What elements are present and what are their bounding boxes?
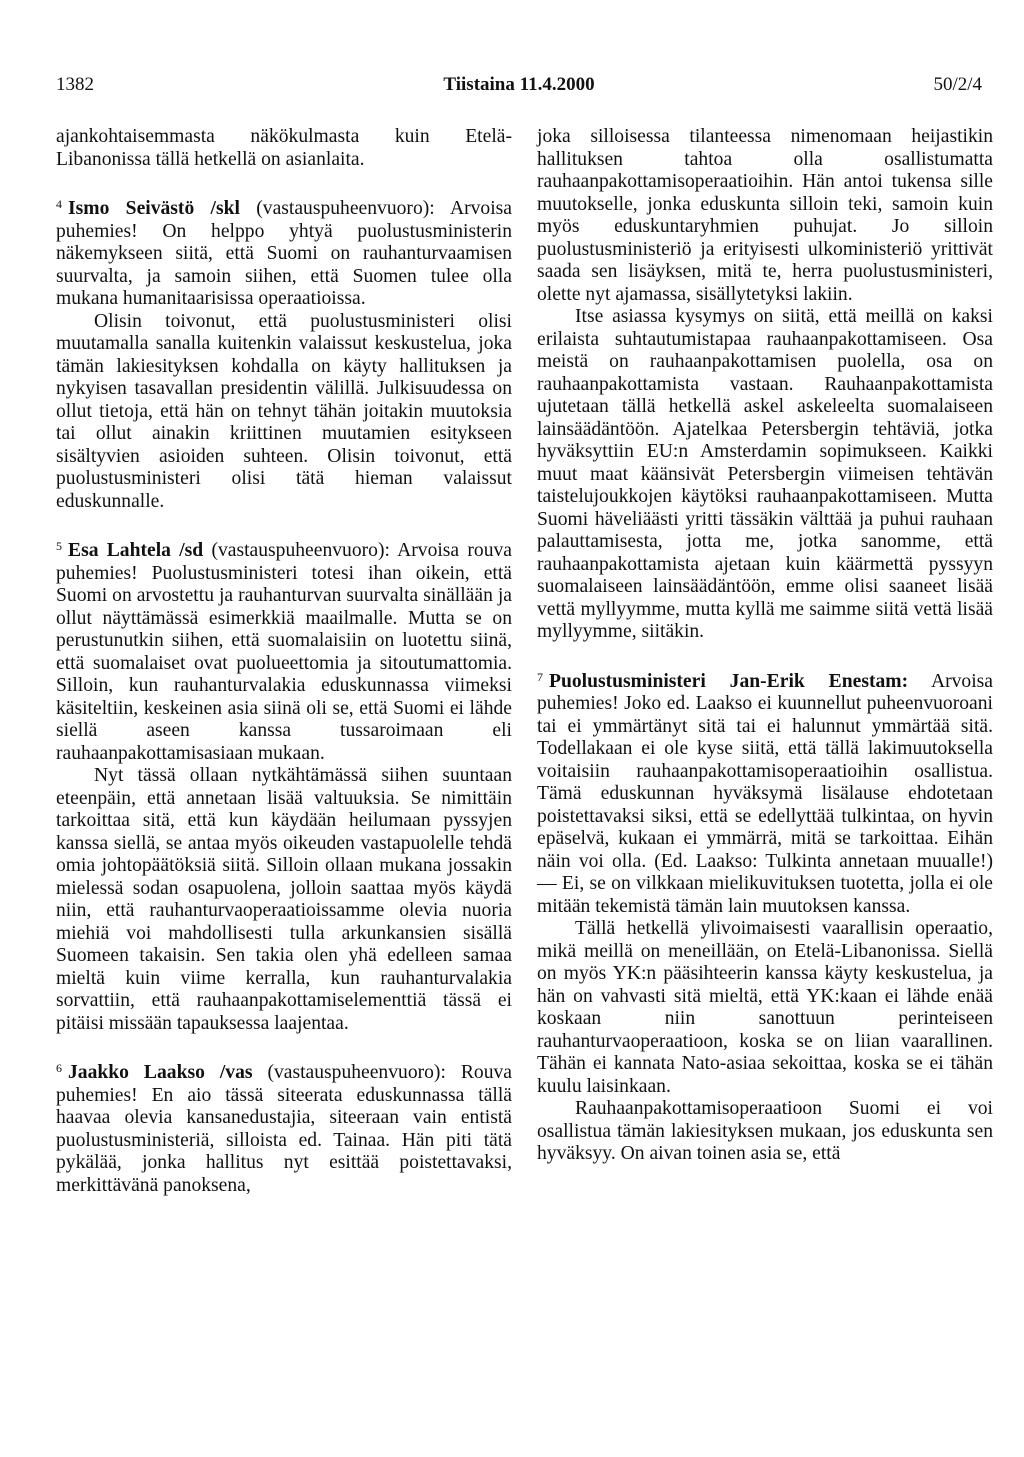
paragraph: joka silloisessa tilanteessa nimenomaan heijastikin hallituksen tahtoa olla osallistumatta rauhaanpakottamisoperaatioihin. Hän antoi tukensa sille muutokselle, jonka eduskunta silloin teki, samoin kuin myös eduskuntaryhmien puhujat. Jo silloin puolustusministeriö ja erityisesti ulkoministeriö yrittivät saada sen lisäyksen, mitä te, herra puolustusministeri, olette nyt ajamassa, sisällytetyksi lakiin. (537, 126, 993, 305)
speech-7-paragraph (537, 666, 993, 919)
paragraph: Itse asiassa kysymys on siitä, että meillä on kaksi erilaista suhtautumistapaa rauhaanpakottamiseen. Osa meistä on rauhaanpakottamisen puolella, osa on rauhaanpakottamista vastaan. Rauhaanpakottamista ujutetaan tällä hetkellä askel askeleelta suomalaiseen lainsäädäntöön. Ajatelkaa Petersbergin tehtäviä, jotka hyväksyttiin EU:n Amsterdamin sopimukseen. Kaikki muut maat käänsivät Petersbergin viimeisen tehtävän taistelujoukkojen käytöksi rauhaanpakottamiseen. Mutta Suomi häveliäästi yritti tässäkin välttää ja puhui rauhaan palauttamisesta, jotta me, jotka sanomme, että rauhaanpakottamista ajetaan kuin käärmettä pyssyyn suomalaiseen lainsäädäntöön, emme olisi saaneet lisää vettä myllyymme, mutta kyllä me saimme siitä vettä lisää myllyymme, siitäkin. (537, 306, 993, 642)
paragraph: Nyt tässä ollaan nytkähtämässä siihen suuntaan eteenpäin, että annetaan lisää valtuuksia. Se nimittäin tarkoittaa sitä, että kun käydään heilumaan pyssyjen kanssa siellä, se antaa myös oikeuden vastapuolelle tehdä omia johtopäätöksiä siitä. Silloin ollaan mukana jossakin mielessä sodan osapuolena, jolloin saattaa myös käydä niin, että rauhanturvaoperaatioissamme olevia nuoria miehiä voi mahdollisesti tulla arkunkansien sisällä Suomeen takaisin. Sen takia olen yhä edelleen samaa mieltä kuin viime kerralla, kun rauhanturvalakia sorvattiin, että rauhaanpakottamiselementtiä tässä ei pitäisi missään tapauksessa laajentaa. (56, 765, 512, 1034)
speech-text: Arvoisa puhemies! On helppo yhtyä puolustusministerin näkemykseen siitä, että Suomi on rauhanturvaamisen suurvalta, ja samoin siihen, että Suomen tulee olla mukana humanitaarisissa operaatioissa. (56, 198, 512, 309)
speaker-name: Ismo Seivästö /skl (68, 198, 240, 219)
page-header (56, 74, 982, 102)
speech-number: 7 (537, 669, 543, 684)
speech-text: Rouva puhemies! En aio tässä siteerata eduskunnassa tällä haavaa olevia kansanedustajia, siteeraan vain entistä puolustusministeriä, silloista ed. Tainaa. Hän piti tätä pykälää, jonka hallitus nyt esittää poistettavaksi, merkittävänä panoksena, (56, 1062, 512, 1196)
paragraph: Olisin toivonut, että puolustusministeri olisi muutamalla sanalla kuitenkin valaissut keskustelua, joka tämän lakiesityksen kohdalla on käyty hallituksen ja nykyisen tasavallan presidentin välillä. Julkisuudessa on ollut tietoja, että hän on tehnyt tähän joitakin muutoksia tai ollut ainakin kriittinen muutamien esitykseen sisältyvien asioiden suhteen. Olisin toivonut, että puolustusministeri olisi tätä hieman valaissut eduskunnalle. (56, 310, 512, 512)
speech-role: (vastauspuheenvuoro): (256, 198, 435, 219)
speaker-name: Jaakko Laakso /vas (68, 1062, 253, 1083)
speech-text: Arvoisa rouva puhemies! Puolustusministeri totesi ihan oikein, että Suomi on arvostettu ja rauhanturvan suurvalta sinällään ja ollut näyttämässä esimerkkiä maailmalle. Mutta se on perustunutkin siihen, että suomalaisiin on luotettu siinä, että suomalaiset ovat puolueettomia ja sitoutumattomia. Silloin, kun rauhanturvalakia eduskunnassa viimeksi käsiteltiin, keskeinen asia siinä oli se, että Suomi ei lähde siellä aseen kanssa tussaroimaan eli rauhaanpakottamisasiaan mukaan. (56, 540, 512, 764)
paragraph: Tällä hetkellä ylivoimaisesti vaarallisin operaatio, mikä meillä on meneillään, on Etelä-Libanonissa. Siellä on myös YK:n pääsihteerin kanssa käyty keskustelua, ja hän on vahvasti sitä mieltä, että YK:kaan ei lähde enää koskaan niin sanottuun perinteiseen rauhanturvaoperaatioon, koska se on liian vaarallinen. Tähän ei kannata Nato-asiaa sekoittaa, koska se ei tähän kuulu laisinkaan. (537, 918, 993, 1097)
speech-text: Arvoisa puhemies! Joko ed. Laakso ei kuunnellut puheenvuoroani tai ei ymmärtänyt sitä tai ei halunnut ymmärtää sitä. Todellakaan ei ole kyse siitä, että tällä lakimuutoksella voitaisiin rauhaanpakottamisoperaatioihin osallistua. Tämä eduskunnan hyväksymä lisälause ehdotetaan poistettavaksi siksi, että se edellyttää tulkintaa, on hyvin epäselvä, kukaan ei ymmärrä, mitä se tarkoittaa. Eihän näin voi olla. (Ed. Laakso: Tulkinta annetaan muualle!) — Ei, se on vilkkaan mielikuvituksen tuotetta, jolla ei ole mitään tekemistä tämän lain muutoksen kanssa. (537, 670, 993, 917)
speech-5-paragraph (56, 535, 512, 765)
left-column (56, 126, 512, 1197)
right-column (537, 126, 993, 1166)
paragraph: ajankohtaisemmasta näkökulmasta kuin Etelä-Libanonissa tällä hetkellä on asianlaita. (56, 126, 512, 170)
session-date: Tiistaina 11.4.2000 (443, 74, 595, 95)
page-number: 1382 (56, 74, 94, 95)
speech-4-paragraph (56, 193, 512, 311)
document-code: 50/2/4 (933, 74, 982, 95)
speaker-name: Puolustusministeri Jan-Erik Enestam: (549, 670, 909, 692)
speech-number: 4 (56, 197, 62, 211)
speech-number: 5 (56, 539, 62, 553)
speech-role: (vastauspuheenvuoro): (267, 1062, 446, 1083)
speech-number: 6 (56, 1061, 62, 1075)
paragraph: Rauhaanpakottamisoperaatioon Suomi ei voi osallistua tämän lakiesityksen mukaan, jos eduskunta sen hyväksyy. On aivan toinen asia se, että (537, 1098, 993, 1164)
speaker-name: Esa Lahtela /sd (68, 540, 204, 561)
speech-6-paragraph (56, 1057, 512, 1197)
speech-role: (vastauspuheenvuoro): (211, 540, 390, 561)
